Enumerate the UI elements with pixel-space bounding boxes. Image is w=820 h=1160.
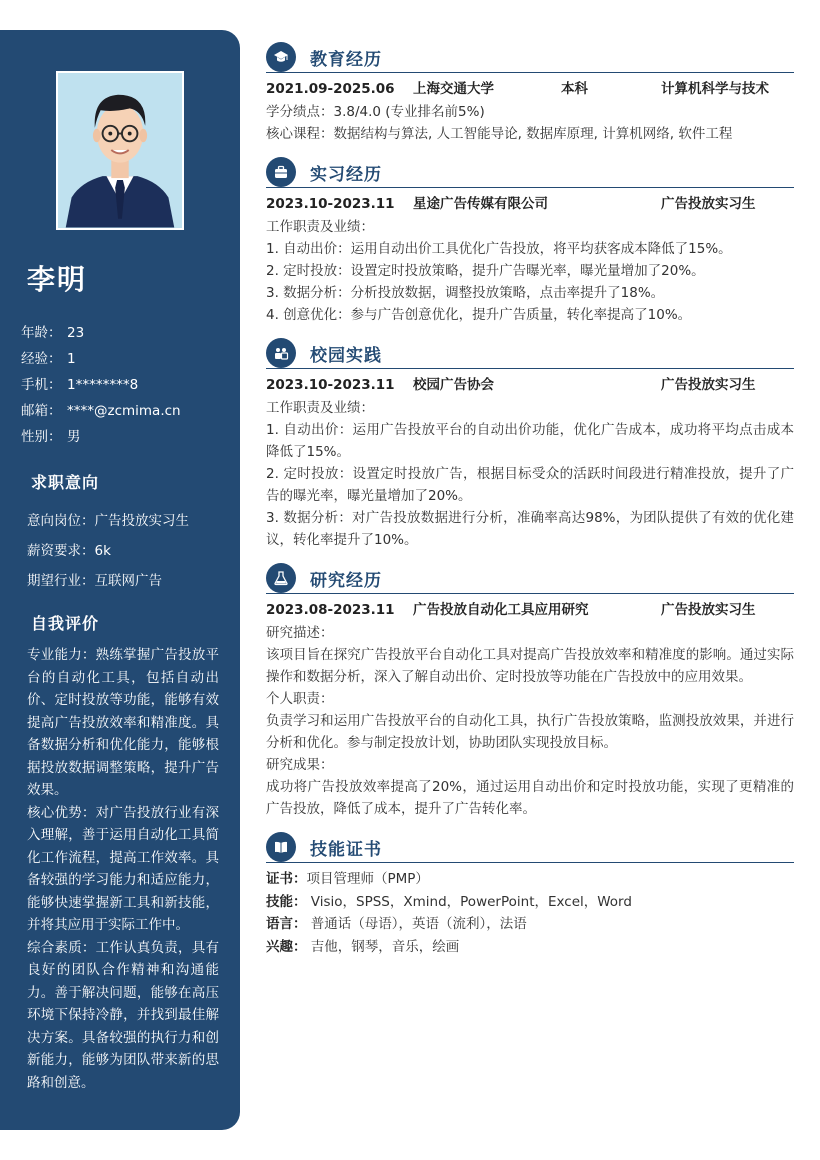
research-line: 研究描述： bbox=[266, 625, 334, 641]
age-row bbox=[21, 320, 181, 346]
skill-row bbox=[266, 891, 794, 914]
candidate-name: 李明 bbox=[27, 263, 88, 296]
campus-line: 工作职责及业绩： bbox=[266, 400, 374, 416]
education-courses: 核心课程：数据结构与算法, 人工智能导论, 数据库原理, 计算机网络, 软件工程 bbox=[266, 126, 733, 142]
self-eval-title: 自我评价 bbox=[31, 614, 100, 633]
skills-header bbox=[266, 832, 794, 863]
intent-salary-label: 薪资要求： bbox=[27, 543, 95, 559]
education-entry-head bbox=[266, 78, 794, 101]
internship-period: 2023.10-2023.11 bbox=[266, 196, 395, 212]
intent-industry-value: 互联网广告 bbox=[94, 573, 162, 589]
research-project: 广告投放自动化工具应用研究 bbox=[413, 602, 589, 618]
campus-line: 1. 自动出价：运用广告投放平台的自动出价功能，优化广告成本，成功将平均点击成本降低了15%。 bbox=[266, 422, 794, 460]
campus-line: 2. 定时投放：设置定时投放广告，根据目标受众的活跃时间段进行精准投放，提升了广告的曝光率，曝光量增加了20%。 bbox=[266, 466, 794, 504]
internship-line: 2. 定时投放：设置定时投放策略，提升广告曝光率，曝光量增加了20%。 bbox=[266, 263, 705, 279]
research-line: 研究成果： bbox=[266, 757, 334, 773]
education-school: 上海交通大学 bbox=[413, 81, 494, 97]
flask-icon bbox=[266, 563, 296, 593]
internship-line: 1. 自动出价：运用自动出价工具优化广告投放，将平均获客成本降低了15%。 bbox=[266, 241, 732, 257]
internship-line: 工作职责及业绩： bbox=[266, 219, 374, 235]
skill-value: Visio，SPSS，Xmind，PowerPoint，Excel，Word bbox=[306, 893, 632, 910]
internship-role: 广告投放实习生 bbox=[661, 196, 756, 212]
language-row bbox=[266, 913, 794, 936]
internship-section bbox=[266, 157, 794, 326]
phone-row bbox=[21, 372, 181, 398]
certificate-row bbox=[266, 868, 794, 891]
internship-line: 4. 创意优化：参与广告创意优化，提升广告质量，转化率提高了10%。 bbox=[266, 307, 692, 323]
gender-row bbox=[21, 424, 181, 450]
education-degree: 本科 bbox=[561, 81, 588, 97]
sidebar bbox=[0, 30, 240, 1130]
language-value: 普通话（母语），英语（流利），法语 bbox=[306, 916, 527, 932]
gender-label: 性别： bbox=[21, 429, 62, 445]
education-period: 2021.09-2025.06 bbox=[266, 81, 395, 97]
education-major: 计算机科学与技术 bbox=[661, 81, 769, 97]
experience-label: 经验： bbox=[21, 351, 62, 367]
certificate-label: 证书： bbox=[266, 871, 307, 887]
profile-photo bbox=[56, 71, 184, 230]
research-line: 该项目旨在探究广告投放平台自动化工具对提高广告投放效率和精准度的影响。通过实际操作和数据分析，深入了解自动出价、定时投放等功能在广告投放中的应用效果。 bbox=[266, 647, 794, 685]
hobby-label: 兴趣： bbox=[266, 938, 307, 955]
self-eval-paragraph: 专业能力：熟练掌握广告投放平台的自动化工具，包括自动出价、定时投放等功能，能够有效提高广告投放效率和精准度。具备数据分析和优化能力，能够根据投放数据调整策略，提升广告效果。 bbox=[27, 647, 219, 798]
research-role: 广告投放实习生 bbox=[661, 602, 756, 618]
campus-role: 广告投放实习生 bbox=[661, 377, 756, 393]
campus-period: 2023.10-2023.11 bbox=[266, 377, 395, 393]
basic-info bbox=[21, 320, 181, 450]
research-line: 成功将广告投放效率提高了20%，通过运用自动出价和定时投放功能，实现了更精准的广告投放，降低了成本，提升了广告转化率。 bbox=[266, 779, 794, 817]
skill-label: 技能： bbox=[266, 893, 307, 910]
book-icon bbox=[266, 832, 296, 862]
intent-position-label: 意向岗位： bbox=[27, 513, 95, 529]
intent-salary-value: 6k bbox=[94, 543, 111, 559]
research-title: 研究经历 bbox=[310, 570, 382, 591]
age-label: 年龄： bbox=[21, 325, 62, 341]
briefcase-icon bbox=[266, 157, 296, 187]
age-value: 23 bbox=[67, 325, 85, 341]
internship-line: 3. 数据分析：分析投放数据，调整投放策略，点击率提升了18%。 bbox=[266, 285, 665, 301]
campus-title: 校园实践 bbox=[310, 345, 382, 366]
campus-org: 校园广告协会 bbox=[413, 377, 494, 393]
email-label: 邮箱： bbox=[21, 403, 62, 419]
intent-salary-row bbox=[27, 536, 189, 566]
phone-value: 1********8 bbox=[67, 377, 139, 393]
research-period: 2023.08-2023.11 bbox=[266, 602, 395, 618]
skills-section bbox=[266, 832, 794, 958]
campus-entry-head bbox=[266, 374, 794, 397]
intent-industry-row bbox=[27, 566, 189, 596]
research-entry-head bbox=[266, 599, 794, 622]
graduation-cap-icon bbox=[266, 42, 296, 72]
phone-label: 手机： bbox=[21, 377, 62, 393]
internship-entry-head bbox=[266, 193, 794, 216]
portrait-image bbox=[58, 73, 182, 228]
experience-row bbox=[21, 346, 181, 372]
campus-header bbox=[266, 338, 794, 369]
research-line: 个人职责： bbox=[266, 691, 334, 707]
experience-value: 1 bbox=[67, 351, 76, 367]
gender-value: 男 bbox=[67, 429, 81, 445]
education-header bbox=[266, 42, 794, 73]
self-eval-paragraph: 综合素质：工作认真负责，具有良好的团队合作精神和沟通能力。善于解决问题，能够在高压环境下保持冷静，并找到最佳解决方案。具备较强的执行力和创新能力，能够为团队带来新的思路和创意。 bbox=[27, 939, 219, 1091]
email-row bbox=[21, 398, 181, 424]
self-eval-text bbox=[27, 644, 219, 1094]
education-gpa: 学分绩点：3.8/4.0 (专业排名前5%) bbox=[266, 104, 485, 120]
self-eval-paragraph: 核心优势：对广告投放行业有深入理解，善于运用自动化工具简化工作流程，提高工作效率。具备较强的学习能力和适应能力，能够快速掌握新工具和新技能，并将其应用于实际工作中。 bbox=[27, 804, 219, 933]
research-header bbox=[266, 563, 794, 594]
intent-position-row bbox=[27, 506, 189, 536]
campus-section bbox=[266, 338, 794, 551]
research-section bbox=[266, 563, 794, 820]
team-icon bbox=[266, 338, 296, 368]
skills-title: 技能证书 bbox=[310, 839, 382, 860]
intent-position-value: 广告投放实习生 bbox=[94, 513, 189, 529]
internship-company: 星途广告传媒有限公司 bbox=[413, 196, 548, 212]
hobby-value: 吉他，钢琴，音乐，绘画 bbox=[306, 938, 460, 955]
hobby-row bbox=[266, 936, 794, 959]
intent-industry-label: 期望行业： bbox=[27, 573, 95, 589]
email-value: ****@zcmima.cn bbox=[67, 403, 181, 419]
research-line: 负责学习和运用广告投放平台的自动化工具，执行广告投放策略，监测投放效果，并进行分析和优化。参与制定投放计划，协助团队实现投放目标。 bbox=[266, 713, 794, 751]
internship-header bbox=[266, 157, 794, 188]
intent-info bbox=[27, 506, 189, 596]
language-label: 语言： bbox=[266, 916, 307, 932]
education-section bbox=[266, 42, 794, 145]
intent-title: 求职意向 bbox=[31, 473, 100, 492]
internship-title: 实习经历 bbox=[310, 164, 382, 185]
certificate-value: 项目管理师（PMP） bbox=[306, 871, 429, 887]
main-content bbox=[266, 42, 794, 970]
education-title: 教育经历 bbox=[310, 49, 382, 70]
campus-line: 3. 数据分析：对广告投放数据进行分析，准确率高达98%，为团队提供了有效的优化建议，转化率提升了10%。 bbox=[266, 510, 794, 548]
